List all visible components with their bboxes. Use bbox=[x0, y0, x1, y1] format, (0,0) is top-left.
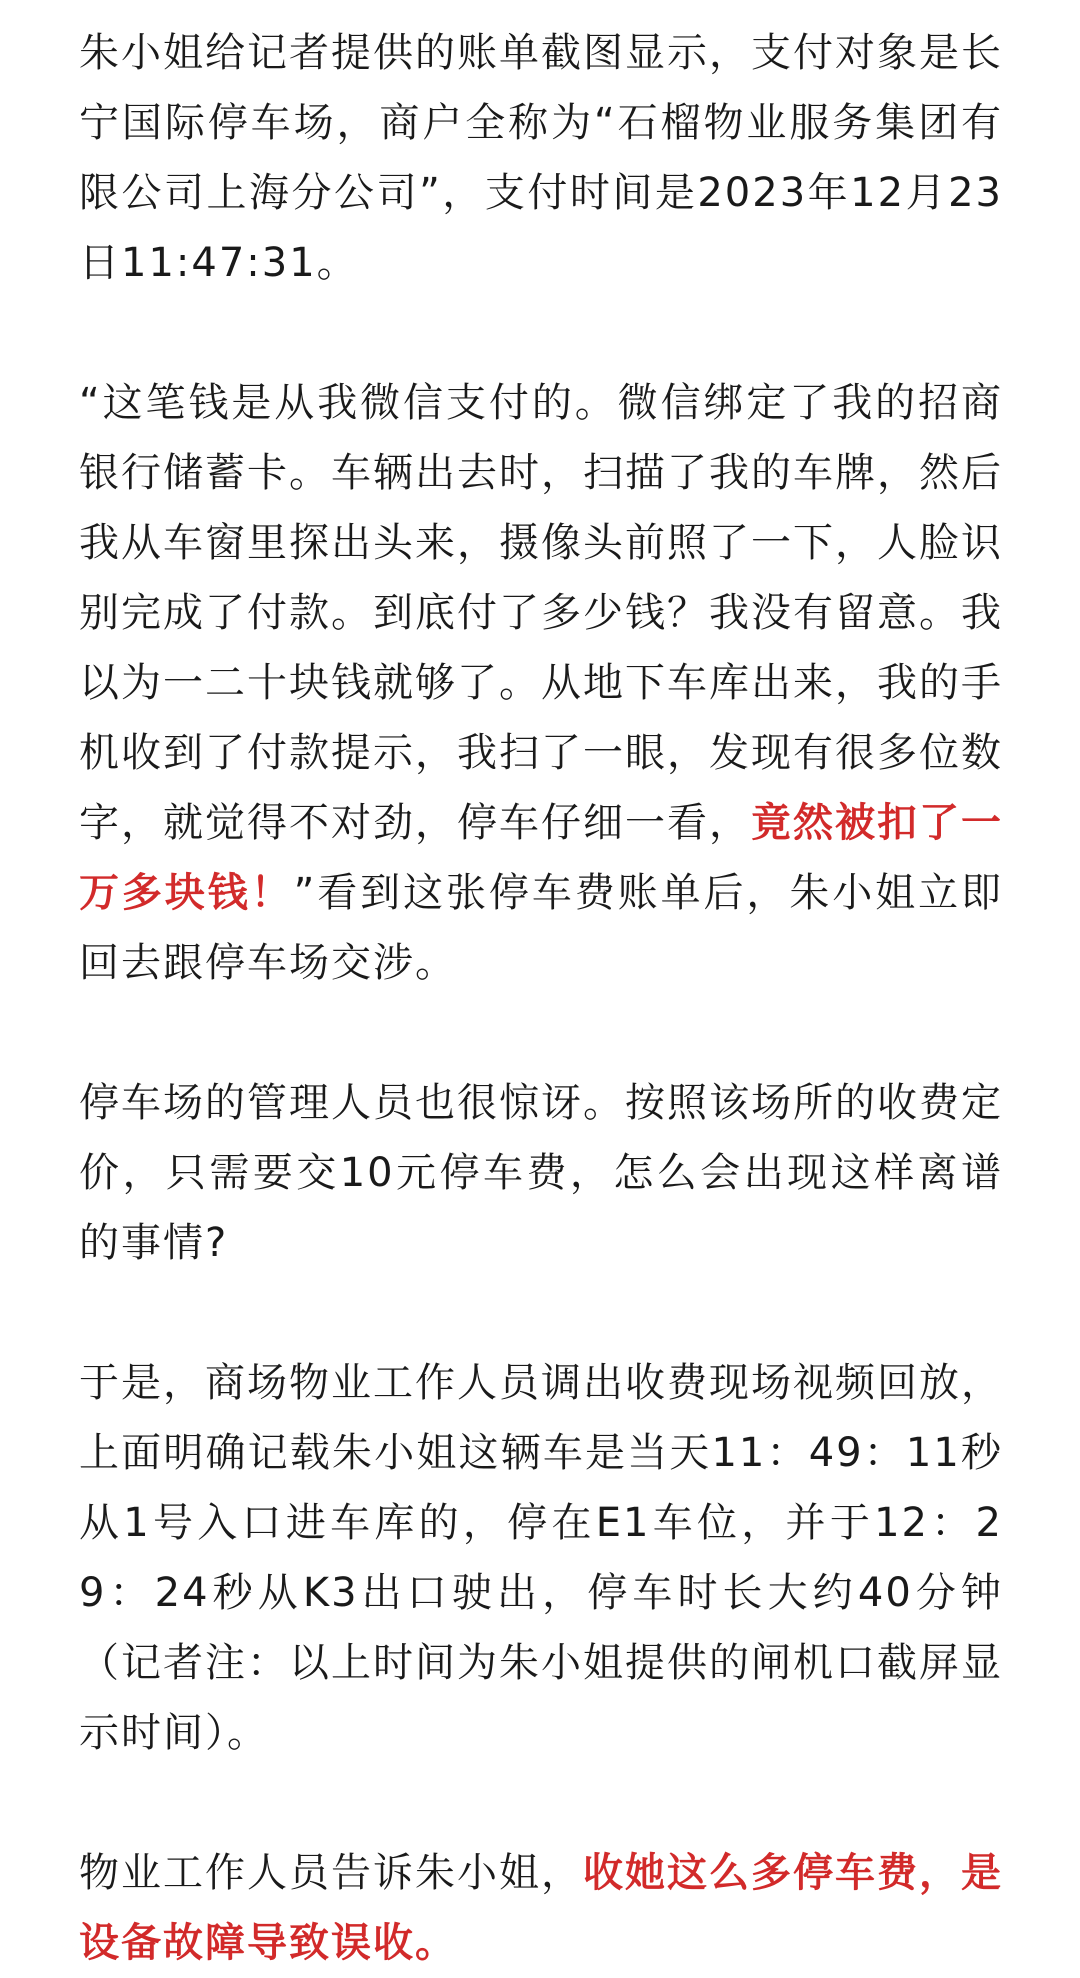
paragraph-conclusion bbox=[79, 1838, 1003, 1978]
article-body bbox=[79, 18, 1003, 1978]
paragraph-text: ”看到这张停车费账单后，朱小姐立即回去跟停车场交涉。 bbox=[79, 870, 1003, 986]
paragraph-text: 于是，商场物业工作人员调出收费现场视频回放，上面明确记载朱小姐这辆车是当天11：49：11秒从1号入口进车库的，停在E1车位，并于12：29：24秒从K3出口驶出，停车时长大约40分钟（记者注：以上时间为朱小姐提供的闸机口截屏显示时间）。 bbox=[79, 1360, 1003, 1756]
highlighted-text: 竟然被扣了一万多块钱！ bbox=[79, 800, 1003, 916]
paragraph-manager bbox=[79, 1068, 1003, 1278]
paragraph-text: 停车场的管理人员也很惊讶。按照该场所的收费定价，只需要交10元停车费，怎么会出现这样离谱的事情? bbox=[79, 1080, 1003, 1266]
paragraph-text: 朱小姐给记者提供的账单截图显示，支付对象是长宁国际停车场，商户全称为“石榴物业服务集团有限公司上海分公司”，支付时间是2023年12月23日11:47:31。 bbox=[79, 30, 1003, 286]
paragraph-bill-info bbox=[79, 18, 1003, 298]
paragraph-text: “这笔钱是从我微信支付的。微信绑定了我的招商银行储蓄卡。车辆出去时，扫描了我的车牌，然后我从车窗里探出头来，摄像头前照了一下，人脸识别完成了付款。到底付了多少钱？我没有留意。我以为一二十块钱就够了。从地下车库出来，我的手机收到了付款提示，我扫了一眼，发现有很多位数字，就觉得不对劲，停车仔细一看， bbox=[79, 380, 1003, 846]
paragraph-video-playback bbox=[79, 1348, 1003, 1768]
paragraph-quote bbox=[79, 368, 1003, 998]
highlighted-text: 收她这么多停车费，是设备故障导致误收。 bbox=[79, 1850, 1003, 1966]
paragraph-text: 物业工作人员告诉朱小姐， bbox=[79, 1850, 583, 1896]
